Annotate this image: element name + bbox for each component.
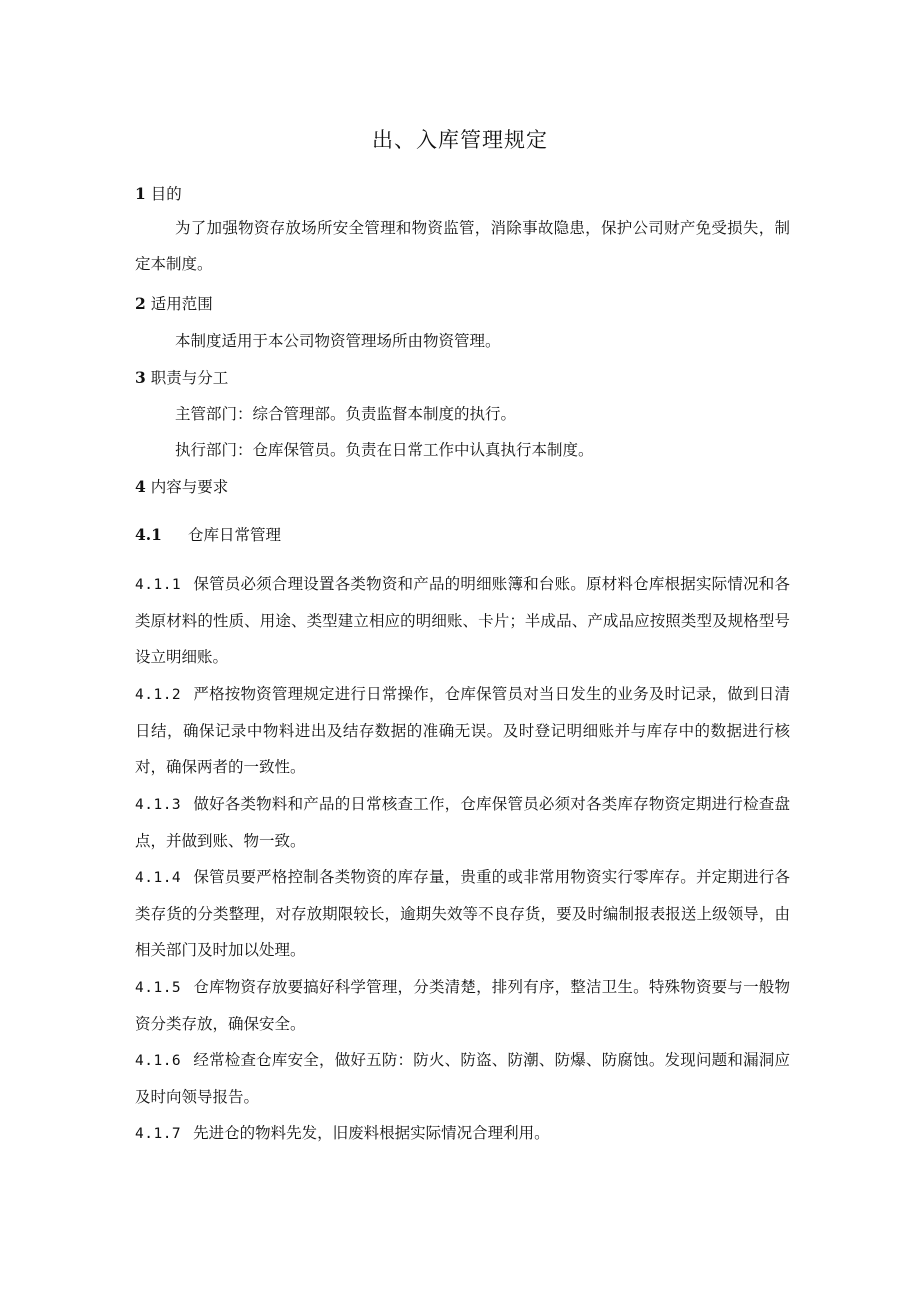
item-text: 仓库物资存放要搞好科学管理，分类清楚，排列有序，整洁卫生。特殊物资要与一般物资分类存放，确保安全。 <box>135 978 790 1033</box>
item-text: 先进仓的物料先发，旧废料根据实际情况合理利用。 <box>193 1124 550 1142</box>
section-number: 3 <box>135 368 146 387</box>
list-item <box>135 1115 790 1152</box>
item-number: 4.1.6 <box>135 1053 182 1069</box>
item-number: 4.1.7 <box>135 1126 182 1142</box>
section-heading-scope <box>135 292 213 314</box>
section-label: 适用范围 <box>150 295 213 313</box>
section-number: 2 <box>135 294 146 313</box>
section-heading-purpose <box>135 182 182 204</box>
section-number: 4 <box>135 477 146 496</box>
section-number: 1 <box>135 184 146 203</box>
list-item <box>135 859 790 968</box>
scope-paragraph: 本制度适用于本公司物资管理场所由物资管理。 <box>175 332 501 350</box>
responsibility-exec: 执行部门：仓库保管员。负责在日常工作中认真执行本制度。 <box>175 441 594 459</box>
section-heading-requirements <box>135 475 228 497</box>
section-heading-responsibilities <box>135 366 228 388</box>
subsection-heading-warehouse <box>135 523 281 545</box>
item-number: 4.1.2 <box>135 687 182 703</box>
section-label: 职责与分工 <box>150 369 229 387</box>
subsection-label: 仓库日常管理 <box>187 526 281 544</box>
item-number: 4.1.3 <box>135 797 182 813</box>
list-item <box>135 786 790 859</box>
list-item <box>135 969 790 1042</box>
item-text: 保管员必须合理设置各类物资和产品的明细账簿和台账。原材料仓库根据实际情况和各类原材料的性质、用途、类型建立相应的明细账、卡片；半成品、产成品应按照类型及规格型号设立明细账。 <box>135 575 790 666</box>
item-text: 经常检查仓库安全，做好五防：防火、防盗、防潮、防爆、防腐蚀。发现问题和漏洞应及时向领导报告。 <box>135 1051 790 1106</box>
item-number: 4.1.5 <box>135 980 182 996</box>
list-item <box>135 566 790 675</box>
section-label: 内容与要求 <box>150 478 229 496</box>
section-label: 目的 <box>150 185 182 203</box>
item-number: 4.1.4 <box>135 870 182 886</box>
item-text: 严格按物资管理规定进行日常操作，仓库保管员对当日发生的业务及时记录，做到日清日结，确保记录中物料进出及结存数据的准确无误。及时登记明细账并与库存中的数据进行核对，确保两者的一致性。 <box>135 685 790 776</box>
list-item <box>135 676 790 785</box>
subsection-number: 4.1 <box>135 525 162 544</box>
page-title: 出、入库管理规定 <box>372 128 548 152</box>
responsibility-lead: 主管部门：综合管理部。负责监督本制度的执行。 <box>175 405 517 423</box>
list-item <box>135 1042 790 1115</box>
item-number: 4.1.1 <box>135 577 182 593</box>
purpose-paragraph: 为了加强物资存放场所安全管理和物资监管，消除事故隐患，保护公司财产免受损失，制定本制度。 <box>135 219 790 273</box>
item-text: 做好各类物料和产品的日常核查工作，仓库保管员必须对各类库存物资定期进行检查盘点，并做到账、物一致。 <box>135 795 790 850</box>
item-text: 保管员要严格控制各类物资的库存量，贵重的或非常用物资实行零库存。并定期进行各类存货的分类整理，对存放期限较长，逾期失效等不良存货，要及时编制报表报送上级领导，由相关部门及时加以处理。 <box>135 868 790 959</box>
